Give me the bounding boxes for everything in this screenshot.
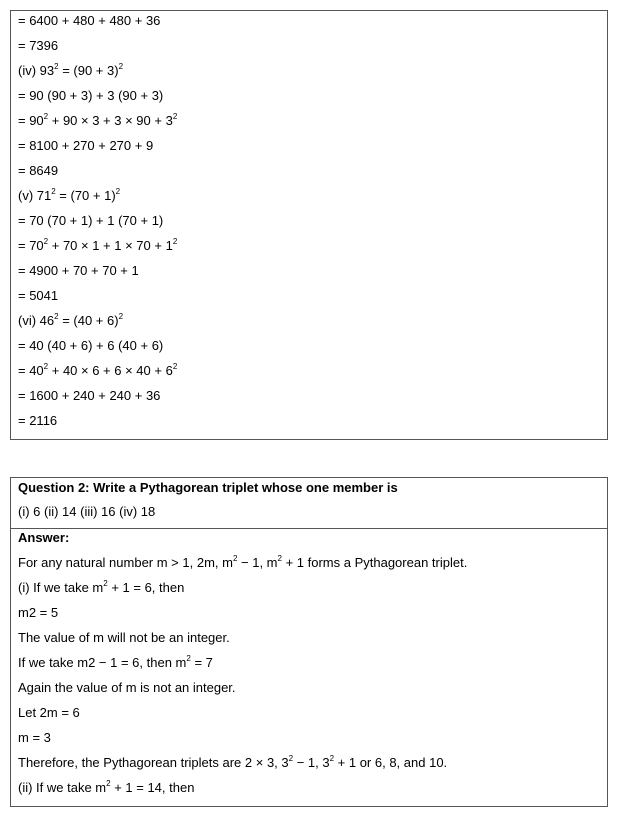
solution-line: = 40 (40 + 6) + 6 (40 + 6) xyxy=(18,338,164,353)
solution-line: = 8649 xyxy=(18,163,59,178)
solution-line: = 4900 + 70 + 70 + 1 xyxy=(18,263,139,278)
question-answer-box xyxy=(10,477,608,807)
answer-line: Again the value of m is not an integer. xyxy=(18,680,236,695)
answer-line: Let 2m = 6 xyxy=(18,705,80,720)
solution-line: = 90 (90 + 3) + 3 (90 + 3) xyxy=(18,88,164,103)
answer-line: If we take m2 − 1 = 6, then $m^2 = 7$ xyxy=(18,654,213,670)
solution-line: (v) $71^2 = (70 + 1)^2$ xyxy=(18,187,121,203)
solution-line: = 6400 + 480 + 480 + 36 xyxy=(18,13,161,28)
solution-line: = 8100 + 270 + 270 + 9 xyxy=(18,138,154,153)
answer-line: m2 = 5 xyxy=(18,605,59,620)
solution-line: (iv) $93^2 = (90 + 3)^2$ xyxy=(18,62,124,78)
solution-line: = $70^2 + 70 \times 1 + 1 \times 70 + 1^2$ xyxy=(18,237,178,253)
question-title: Question 2: Write a Pythagorean triplet whose one member is xyxy=(18,480,398,495)
answer-intro: For any natural number m > 1, 2m, $m^2 - 1$, $m^2 + 1$ forms a Pythagorean triplet. xyxy=(18,554,468,570)
answer-line: (ii) If we take $m^2 + 1 = 14$, then xyxy=(18,779,195,795)
question-options: (i) 6 (ii) 14 (iii) 16 (iv) 18 xyxy=(18,504,156,519)
solution-line: = $40^2 + 40 \times 6 + 6 \times 40 + 6^2$ xyxy=(18,362,178,378)
solution-line: = 5041 xyxy=(18,288,59,303)
solution-line: = $90^2 + 90 \times 3 + 3 \times 90 + 3^2$ xyxy=(18,112,178,128)
answer-line: (i) If we take $m^2 + 1 = 6$, then xyxy=(18,579,185,595)
answer-heading: Answer: xyxy=(18,530,70,545)
solution-line: = 1600 + 240 + 240 + 36 xyxy=(18,388,161,403)
answer-line: The value of m will not be an integer. xyxy=(18,630,230,645)
solution-line: = 7396 xyxy=(18,38,59,53)
solution-line: = 2116 xyxy=(18,413,58,428)
divider xyxy=(11,528,607,529)
answer-line: Therefore, the Pythagorean triplets are 2 × 3, $3^2 - 1$, $3^2 + 1$ or 6, 8, and 10. xyxy=(18,754,448,770)
solution-line: = 70 (70 + 1) + 1 (70 + 1) xyxy=(18,213,164,228)
solution-continuation-box xyxy=(10,10,608,440)
solution-line: (vi) $46^2 = (40 + 6)^2$ xyxy=(18,312,124,328)
answer-line: m = 3 xyxy=(18,730,51,745)
